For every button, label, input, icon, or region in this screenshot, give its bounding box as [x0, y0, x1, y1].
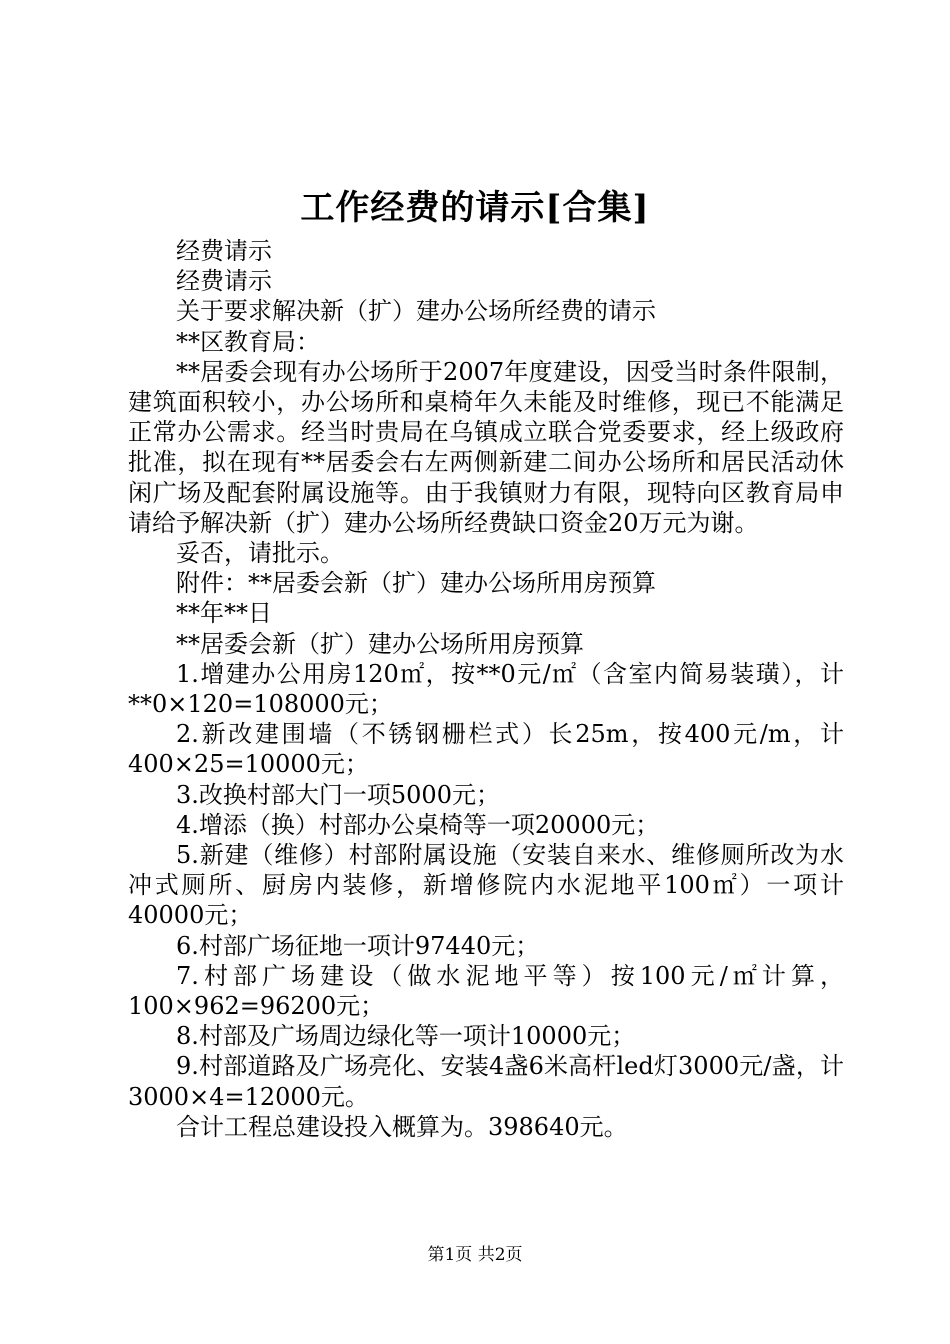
- paragraph: 经费请示: [176, 237, 272, 265]
- document-title: 工作经费的请示[合集]: [300, 188, 650, 228]
- paragraph: 合计工程总建设投入概算为。398640元。: [176, 1112, 628, 1141]
- paragraph: 关于要求解决新（扩）建办公场所经费的请示: [176, 297, 656, 326]
- paragraph: 附件：**居委会新（扩）建办公场所用房预算: [176, 569, 656, 598]
- document-body: [128, 236, 844, 1142]
- paragraph: **居委会新（扩）建办公场所用房预算: [176, 629, 584, 658]
- paragraph: 妥否，请批示。: [176, 539, 344, 568]
- paragraph: **区教育局：: [176, 327, 320, 356]
- paragraph: 6.村部广场征地一项计97440元；: [176, 931, 540, 960]
- paragraph: 1.增建办公用房120㎡，按**0元/㎡（含室内简易装璜），计**0×120=108000元；: [128, 659, 844, 719]
- paragraph: **居委会现有办公场所于2007年度建设，因受当时条件限制，建筑面积较小，办公场所和桌椅年久未能及时维修，现已不能满足正常办公需求。经当时贵局在乌镇成立联合党委要求，经上级政府批准，拟在现有**居委会右左两侧新建二间办公场所和居民活动休闲广场及配套附属设施等。由于我镇财力有限，现特向区教育局申请给予解决新（扩）建办公场所经费缺口资金20万元为谢。: [128, 357, 844, 537]
- paragraph: 9.村部道路及广场亮化、安装4盏6米高杆led灯3000元/盏，计3000×4=12000元。: [128, 1052, 844, 1111]
- paragraph: 经费请示: [176, 267, 272, 296]
- paragraph: 7.村部广场建设（做水泥地平等）按100元/㎡计算，100×962=96200元；: [128, 961, 844, 1021]
- page-footer: 第1页 共2页: [427, 1245, 523, 1265]
- paragraph: **年**日: [176, 599, 272, 628]
- paragraph: 2.新改建围墙（不锈钢栅栏式）长25m，按400元/m，计400×25=10000元；: [128, 720, 844, 779]
- paragraph: 4.增添（换）村部办公桌椅等一项20000元；: [176, 810, 660, 839]
- paragraph: 8.村部及广场周边绿化等一项计10000元；: [176, 1022, 636, 1051]
- paragraph: 3.改换村部大门一项5000元；: [176, 780, 500, 809]
- paragraph: 5.新建（维修）村部附属设施（安装自来水、维修厕所改为水冲式厕所、厨房内装修，新增修院内水泥地平100㎡）一项计40000元；: [128, 841, 844, 930]
